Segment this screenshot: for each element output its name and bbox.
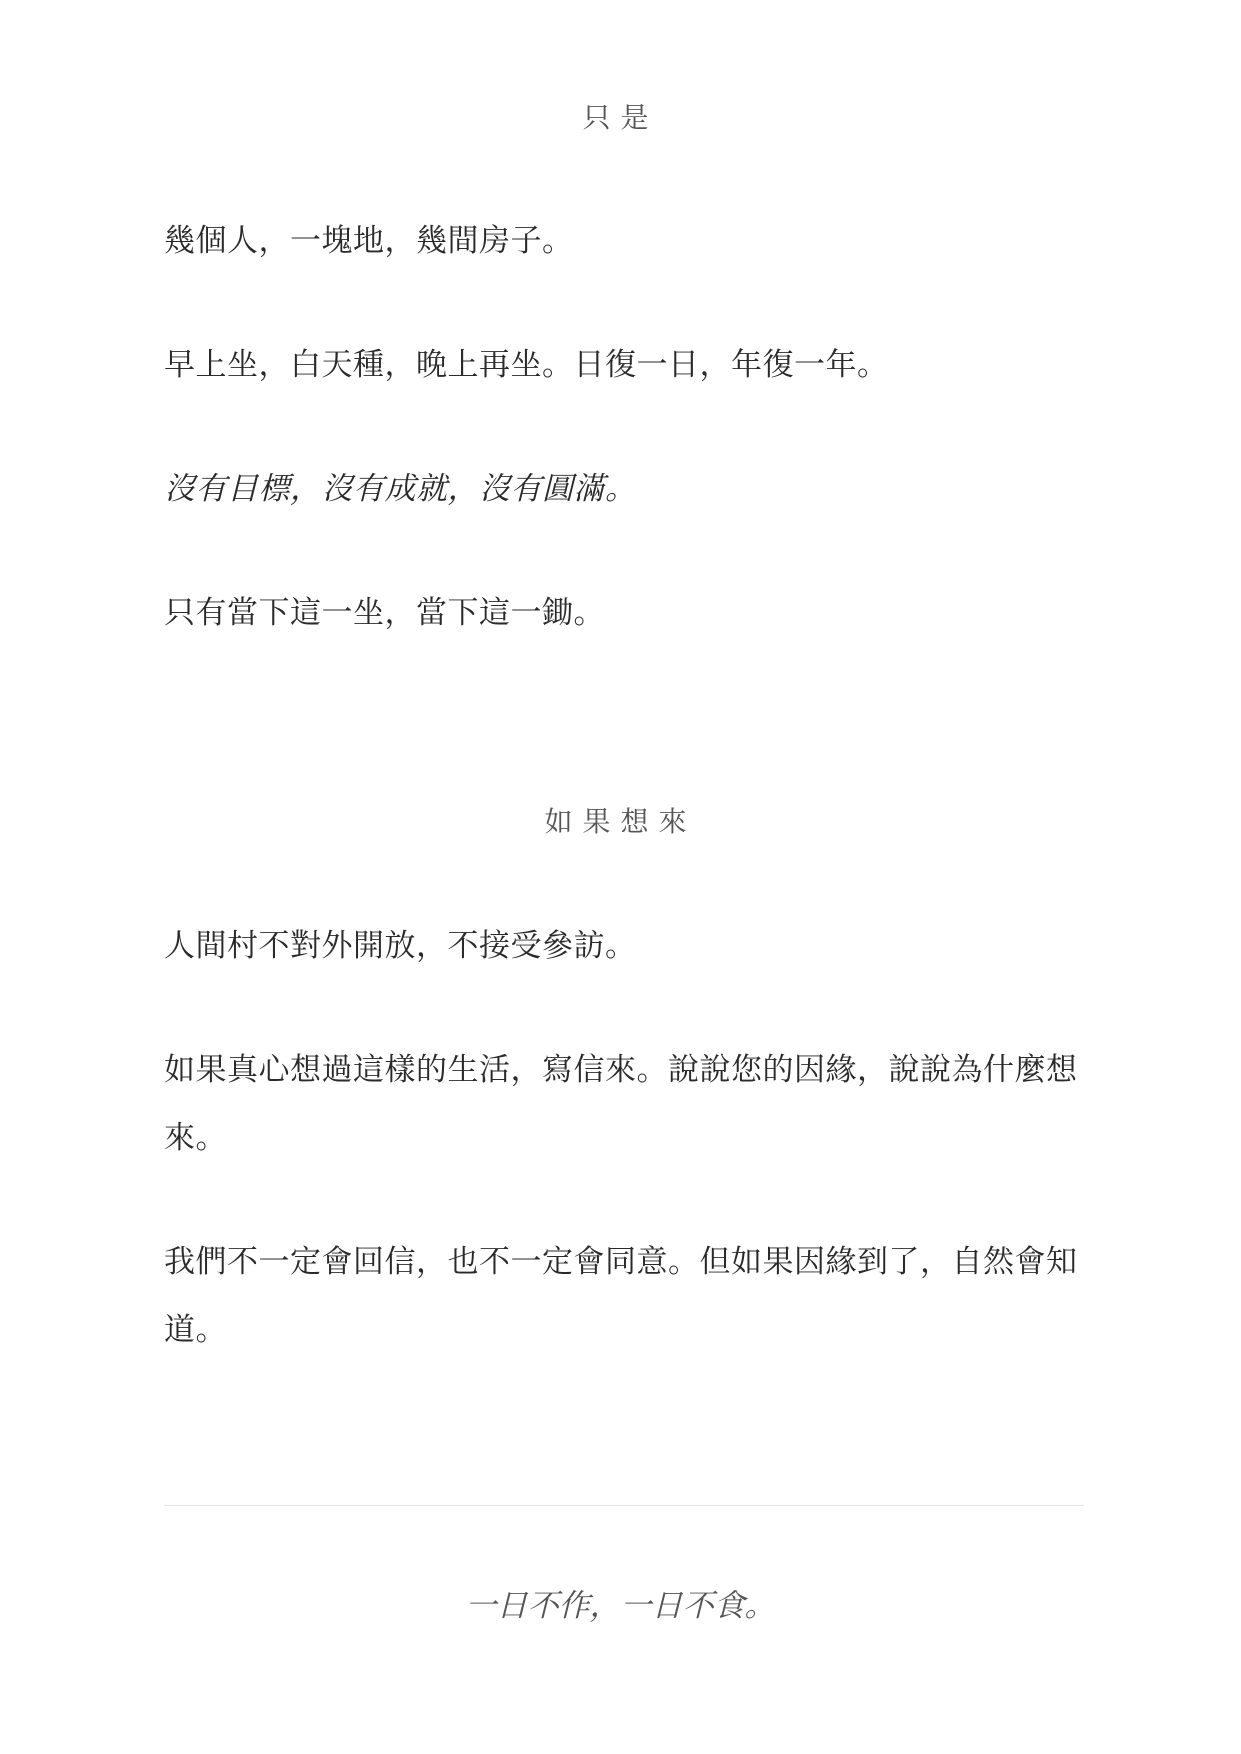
paragraph-italic: 沒有目標，沒有成就，沒有圓滿。 bbox=[164, 471, 637, 507]
paragraph: 如果真心想過這樣的生活，寫信來。說說您的因緣，說說為什麼想來。 bbox=[164, 1052, 1078, 1156]
section-heading-if-want-to-come: 如果想來 bbox=[544, 805, 697, 838]
closing-motto: 一日不作，一日不食。 bbox=[465, 1588, 776, 1624]
paragraph: 幾個人，一塊地，幾間房子。 bbox=[164, 223, 574, 259]
paragraph: 我們不一定會回信，也不一定會同意。但如果因緣到了，自然會知道。 bbox=[164, 1244, 1078, 1348]
paragraph: 早上坐，白天種，晚上再坐。日復一日，年復一年。 bbox=[164, 347, 889, 383]
section-heading-only: 只是 bbox=[582, 101, 659, 134]
divider bbox=[164, 1505, 1084, 1506]
paragraph: 人間村不對外開放，不接受參訪。 bbox=[164, 928, 637, 964]
paragraph: 只有當下這一坐，當下這一鋤。 bbox=[164, 595, 605, 631]
